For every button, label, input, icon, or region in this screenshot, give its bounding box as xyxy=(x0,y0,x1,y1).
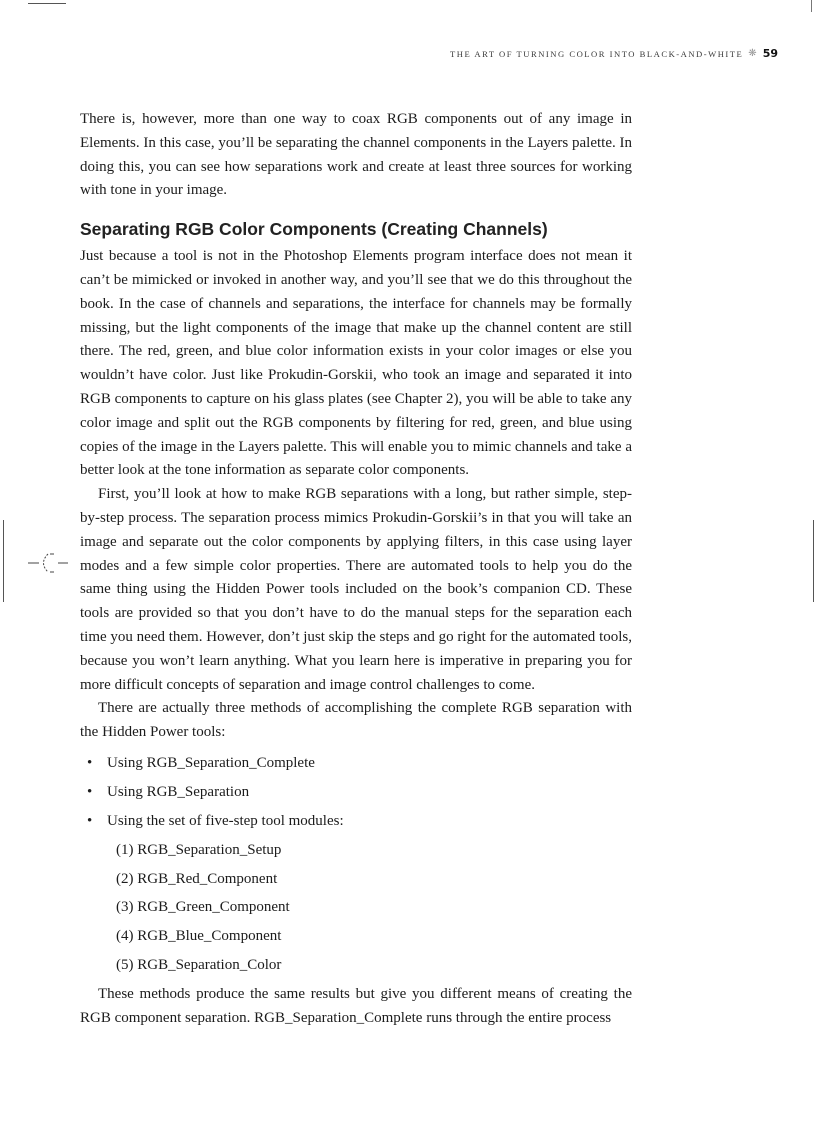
page-body xyxy=(80,108,632,1031)
bullet: • xyxy=(87,812,93,829)
running-header xyxy=(450,47,778,60)
list-item: • Using RGB_Separation xyxy=(80,778,632,807)
list-item: (3) RGB_Green_Component xyxy=(116,899,290,916)
list-item: (4) RGB_Blue_Component xyxy=(116,928,282,945)
body-paragraph: There are actually three methods of accomplishing the complete RGB separation with the Hidden Power tools: xyxy=(80,700,632,741)
list-item: (5) RGB_Separation_Color xyxy=(116,956,282,973)
crop-mark-top xyxy=(28,3,66,4)
star-ornament-icon: ❋ xyxy=(748,48,757,59)
modules-list xyxy=(80,836,632,980)
bullet: • xyxy=(87,783,93,800)
intro-paragraph: There is, however, more than one way to coax RGB components out of any image in Elements. In this case, you’ll be separating the channel components in the Layers palette. In doing this, you can see how separations work and create at least three sources for working with tone in your image. xyxy=(80,111,632,199)
list-item: (2) RGB_Red_Component xyxy=(116,870,278,887)
list-item: • Using the set of five-step tool modules: xyxy=(80,807,632,836)
body-paragraph: First, you’ll look at how to make RGB separations with a long, but rather simple, step-by-step process. The separation process mimics Prokudin-Gorskii’s in that you will take an image and separate out the color components by applying filters, in this case using layer modes and a few simple color properties. There are automated tools to help you do the same thing using the Hidden Power tools included on the book’s companion CD. These tools are provided so that you don’t have to do the manual steps for the separation each time you need them. However, don’t just skip the steps and go right for the automated tools, because you won’t learn anything. What you learn here is imperative in preparing you for more difficult concepts of separation and image control challenges to come. xyxy=(80,486,632,693)
crop-mark-top-right xyxy=(811,0,812,12)
running-title: THE ART OF TURNING COLOR INTO BLACK-AND-WHITE xyxy=(450,48,744,59)
registration-mark-icon xyxy=(28,550,72,576)
list-item: (1) RGB_Separation_Setup xyxy=(116,841,282,858)
trim-line-right xyxy=(813,520,814,602)
body-paragraph: These methods produce the same results but give you different means of creating the RGB component separation. RGB_Separation_Complete runs through the entire process xyxy=(80,986,632,1027)
body-paragraph: Just because a tool is not in the Photoshop Elements program interface does not mean it can’t be mimicked or invoked in another way, and you’ll see that we do this throughout the book. In the case of channels and separations, the interface for channels may be formally missing, but the light components of the image that make up the channel content are still there. The red, green, and blue color information exists in your color images or else you wouldn’t have color. Just like Prokudin-Gorskii, who took an image and separated it into RGB components to capture on his glass plates (see Chapter 2), you will be able to take any color image and split out the RGB components by filtering for red, green, and blue using copies of the image in the Layers palette. This will enable you to mimic channels and take a better look at the tone information as separate color components. xyxy=(80,248,632,479)
trim-line-left xyxy=(3,520,4,602)
section-heading: Separating RGB Color Components (Creating Channels) xyxy=(80,219,548,240)
methods-list xyxy=(80,749,632,836)
list-item: • Using RGB_Separation_Complete xyxy=(80,749,632,778)
bullet: • xyxy=(87,754,93,771)
page-number: 59 xyxy=(762,47,778,60)
